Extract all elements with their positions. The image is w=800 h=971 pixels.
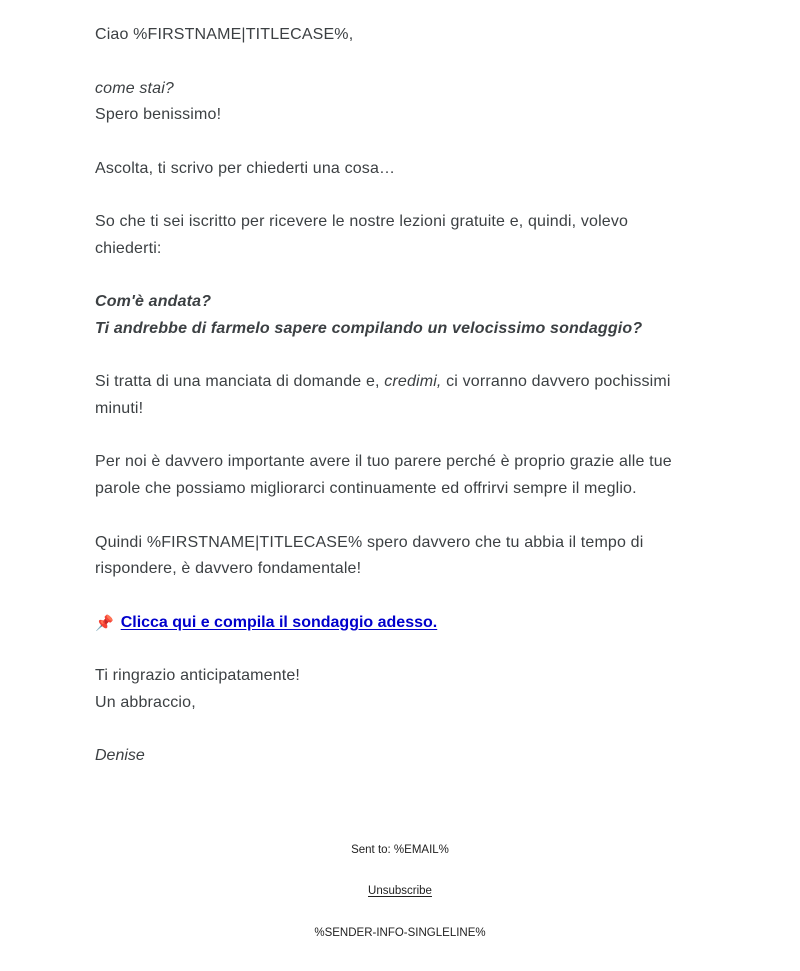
survey-cta-link[interactable]: Clicca qui e compila il sondaggio adesso.	[120, 613, 438, 631]
email-content-block	[95, 22, 677, 770]
hope-well-line: Spero benissimo!	[95, 106, 222, 124]
signoff-line-2: Un abbraccio,	[95, 693, 196, 711]
importance-paragraph: Per noi è davvero importante avere il tuo parere perché è proprio grazie alle tue parole che possiamo migliorarci continuamente ed offrirvi sempre il meglio.	[95, 453, 672, 498]
survey-note-part2: ci vorranno davvero pochissimi minuti!	[95, 373, 671, 417]
email-footer	[0, 842, 800, 942]
greeting-paragraph: Ciao %FIRSTNAME|TITLECASE%,	[95, 26, 354, 43]
questions-paragraph	[95, 289, 677, 342]
signature-name: Denise	[95, 747, 145, 765]
question-line-1: Com'è andata?	[95, 293, 212, 311]
pushpin-icon: 📌	[95, 614, 114, 632]
unsubscribe-row	[0, 883, 800, 900]
closing-italic-paragraph: Quindi %FIRSTNAME|TITLECASE% spero davvero che tu abbia il tempo di rispondere, è davvero fondamentale!	[95, 533, 644, 578]
how-are-you-line: come stai?	[95, 79, 174, 97]
sent-to-text: Sent to: %EMAIL%	[351, 844, 449, 856]
survey-note-part1: Si tratta di una manciata di domande e,	[95, 373, 385, 391]
sender-info-text: %SENDER-INFO-SINGLELINE%	[314, 926, 486, 939]
question-line-2: Ti andrebbe di farmelo sapere compilando un velocissimo sondaggio?	[95, 319, 643, 337]
survey-note-paragraph	[95, 369, 677, 422]
signoff-paragraph	[95, 663, 677, 716]
signoff-line-1: Ti ringrazio anticipatamente!	[95, 667, 301, 685]
intro-paragraph: Ascolta, ti scrivo per chiederti una cosa…	[95, 159, 396, 177]
survey-note-emphasis: credimi,	[384, 373, 442, 391]
cta-paragraph	[95, 610, 677, 637]
unsubscribe-link[interactable]: Unsubscribe	[368, 885, 432, 898]
context-paragraph: So che ti sei iscritto per ricevere le nostre lezioni gratuite e, quindi, volevo chiederti:	[95, 213, 629, 257]
how-are-you-paragraph	[95, 76, 677, 129]
